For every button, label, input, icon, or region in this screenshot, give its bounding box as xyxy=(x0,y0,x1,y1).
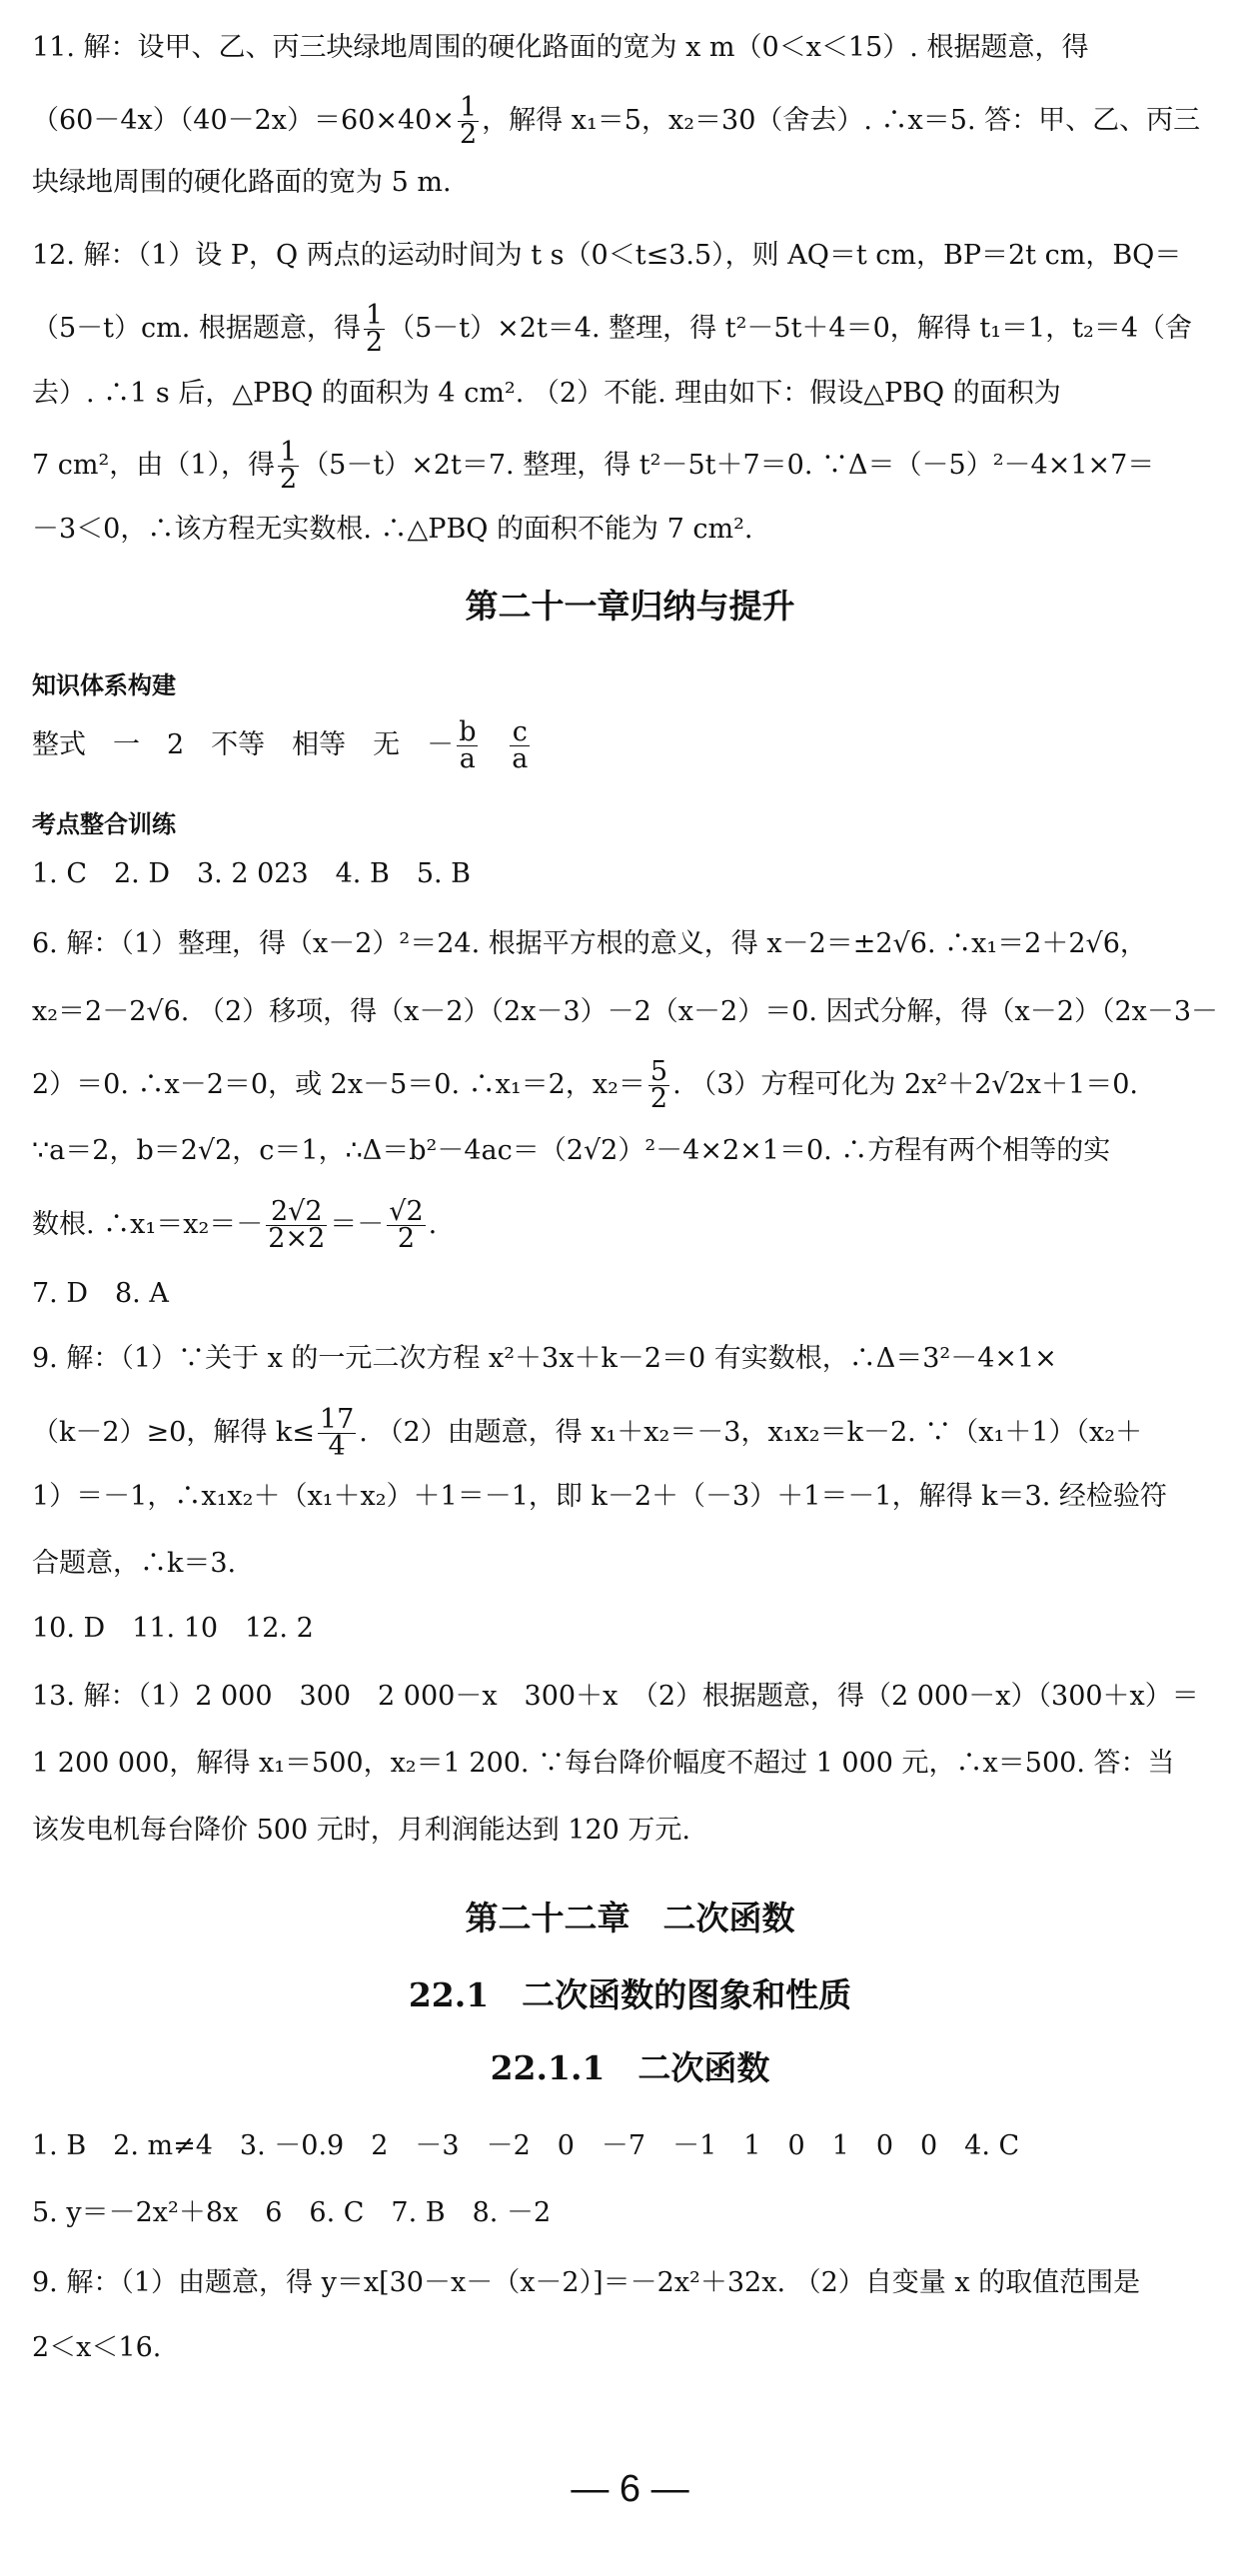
text-line: 块绿地周围的硬化路面的宽为 5 m. xyxy=(32,167,452,198)
text-line: 9. 解：（1）∵关于 x 的一元二次方程 x²＋3x＋k－2＝0 有实数根，∴Δ＝3²－4×1× xyxy=(32,1343,1057,1374)
fraction: $\frac{√2}{2}$ xyxy=(389,1196,424,1254)
text-line: －3＜0，∴该方程无实数根. ∴△PBQ 的面积不能为 7 cm². xyxy=(32,514,753,545)
chapter22-heading: 第二十二章 二次函数 xyxy=(465,1899,795,1937)
text-line: （k－2）≥0，解得 k≤ $\frac{17}{4}$ . （2）由题意，得 x₁＋x₂＝－3，x₁x₂＝k－2. ∵（x₁＋1）（x₂＋ xyxy=(32,1404,1143,1462)
fraction: $\frac{c}{a}$ xyxy=(512,716,529,774)
text-line: 11. 解：设甲、乙、丙三块绿地周围的硬化路面的宽为 x m（0＜x＜15）. 根据题意，得 xyxy=(32,32,1089,63)
text-line: 10. D 11. 10 12. 2 xyxy=(32,1613,314,1644)
fraction: $\frac{b}{a}$ xyxy=(459,716,477,774)
section-22-1-1-heading: 22.1.1 二次函数 xyxy=(490,2048,770,2087)
section-22-1-heading: 22.1 二次函数的图象和性质 xyxy=(408,1975,852,2014)
text-line: 2）＝0. ∴x－2＝0，或 2x－5＝0. ∴x₁＝2，x₂＝ $\frac{5}{2}$ . （3）方程可化为 2x²＋2√2x＋1＝0. xyxy=(32,1056,1138,1114)
text-line: x₂＝2－2√6. （2）移项，得（x－2）（2x－3）－2（x－2）＝0. 因式分解，得（x－2）（2x－3－ xyxy=(32,996,1219,1027)
text-line: 7. D 8. A xyxy=(32,1278,169,1309)
text-line: 12. 解：（1）设 P，Q 两点的运动时间为 t s（0＜t≤3.5），则 AQ＝t cm，BP＝2t cm，BQ＝ xyxy=(32,240,1182,271)
text-line: 去）. ∴1 s 后，△PBQ 的面积为 4 cm². （2）不能. 理由如下：假设△PBQ 的面积为 xyxy=(32,378,1061,409)
text-line: 1 200 000，解得 x₁＝500，x₂＝1 200. ∵每台降价幅度不超过 1 000 元，∴x＝500. 答：当 xyxy=(32,1748,1175,1779)
text-line: 2＜x＜16. xyxy=(32,2332,162,2363)
text-line: 该发电机每台降价 500 元时，月利润能达到 120 万元. xyxy=(32,1815,690,1846)
exam-training-heading: 考点整合训练 xyxy=(32,810,176,838)
knowledge-system-heading: 知识体系构建 xyxy=(32,671,176,699)
text-line: 6. 解：（1）整理，得（x－2）²＝24. 根据平方根的意义，得 x－2＝±2√6. ∴x₁＝2＋2√6， xyxy=(32,928,1147,959)
text-line: 1. B 2. m≠4 3. －0.9 2 －3 －2 0 －7 －1 1 0 1 0 0 4. C xyxy=(32,2130,1020,2161)
fraction: $\frac{2√2}{2\times 2}$ xyxy=(268,1196,326,1254)
fraction: $\frac{1}{2}$ xyxy=(365,300,384,358)
text-line: 13. 解：（1）2 000 300 2 000－x 300＋x （2）根据题意，得（2 000－x）（300＋x）＝ xyxy=(32,1681,1199,1712)
page-number: — 6 — xyxy=(571,2468,689,2510)
fraction: $\frac{5}{2}$ xyxy=(649,1056,668,1114)
text-line: 1）＝－1，∴x₁x₂＋（x₁＋x₂）＋1＝－1，即 k－2＋（－3）＋1＝－1，解得 k＝3. 经检验符 xyxy=(32,1481,1167,1512)
text-line: 合题意，∴k＝3. xyxy=(32,1548,237,1579)
text-line: 1. C 2. D 3. 2 023 4. B 5. B xyxy=(32,858,472,889)
text-line: 整式 一 2 不等 相等 无 － $\frac{b}{a}$ $\frac{c}{a}$ xyxy=(32,716,529,774)
text-line: 数根. ∴x₁＝x₂＝－ $\frac{2√2}{2\times 2}$ ＝－ $\frac{√2}{2}$ . xyxy=(32,1196,438,1254)
text-line: （60－4x）（40－2x）＝60×40× $\frac{1}{2}$ ，解得 x₁＝5，x₂＝30（舍去）. ∴x＝5. 答：甲、乙、丙三 xyxy=(32,92,1201,150)
chapter21-review-heading: 第二十一章归纳与提升 xyxy=(465,587,795,626)
text-line: 7 cm²，由（1），得 $\frac{1}{2}$ （5－t）×2t＝7. 整理，得 t²－5t＋7＝0. ∵Δ＝（－5）²－4×1×7＝ xyxy=(32,437,1155,495)
fraction: $\frac{1}{2}$ xyxy=(280,437,298,495)
text-line: （5－t）cm. 根据题意，得 $\frac{1}{2}$ （5－t）×2t＝4. 整理，得 t²－5t＋4＝0，解得 t₁＝1，t₂＝4（舍 xyxy=(32,300,1193,358)
text-line: 9. 解：（1）由题意，得 y＝x[30－x－（x－2）]＝－2x²＋32x. （2）自变量 x 的取值范围是 xyxy=(32,2267,1141,2298)
fraction: $\frac{17}{4}$ xyxy=(319,1404,355,1462)
text-line: 5. y＝－2x²＋8x 6 6. C 7. B 8. －2 xyxy=(32,2197,552,2228)
fraction: $\frac{1}{2}$ xyxy=(459,92,478,150)
text-line: ∵a＝2，b＝2√2，c＝1，∴Δ＝b²－4ac＝（2√2）²－4×2×1＝0. ∴方程有两个相等的实 xyxy=(32,1135,1111,1166)
